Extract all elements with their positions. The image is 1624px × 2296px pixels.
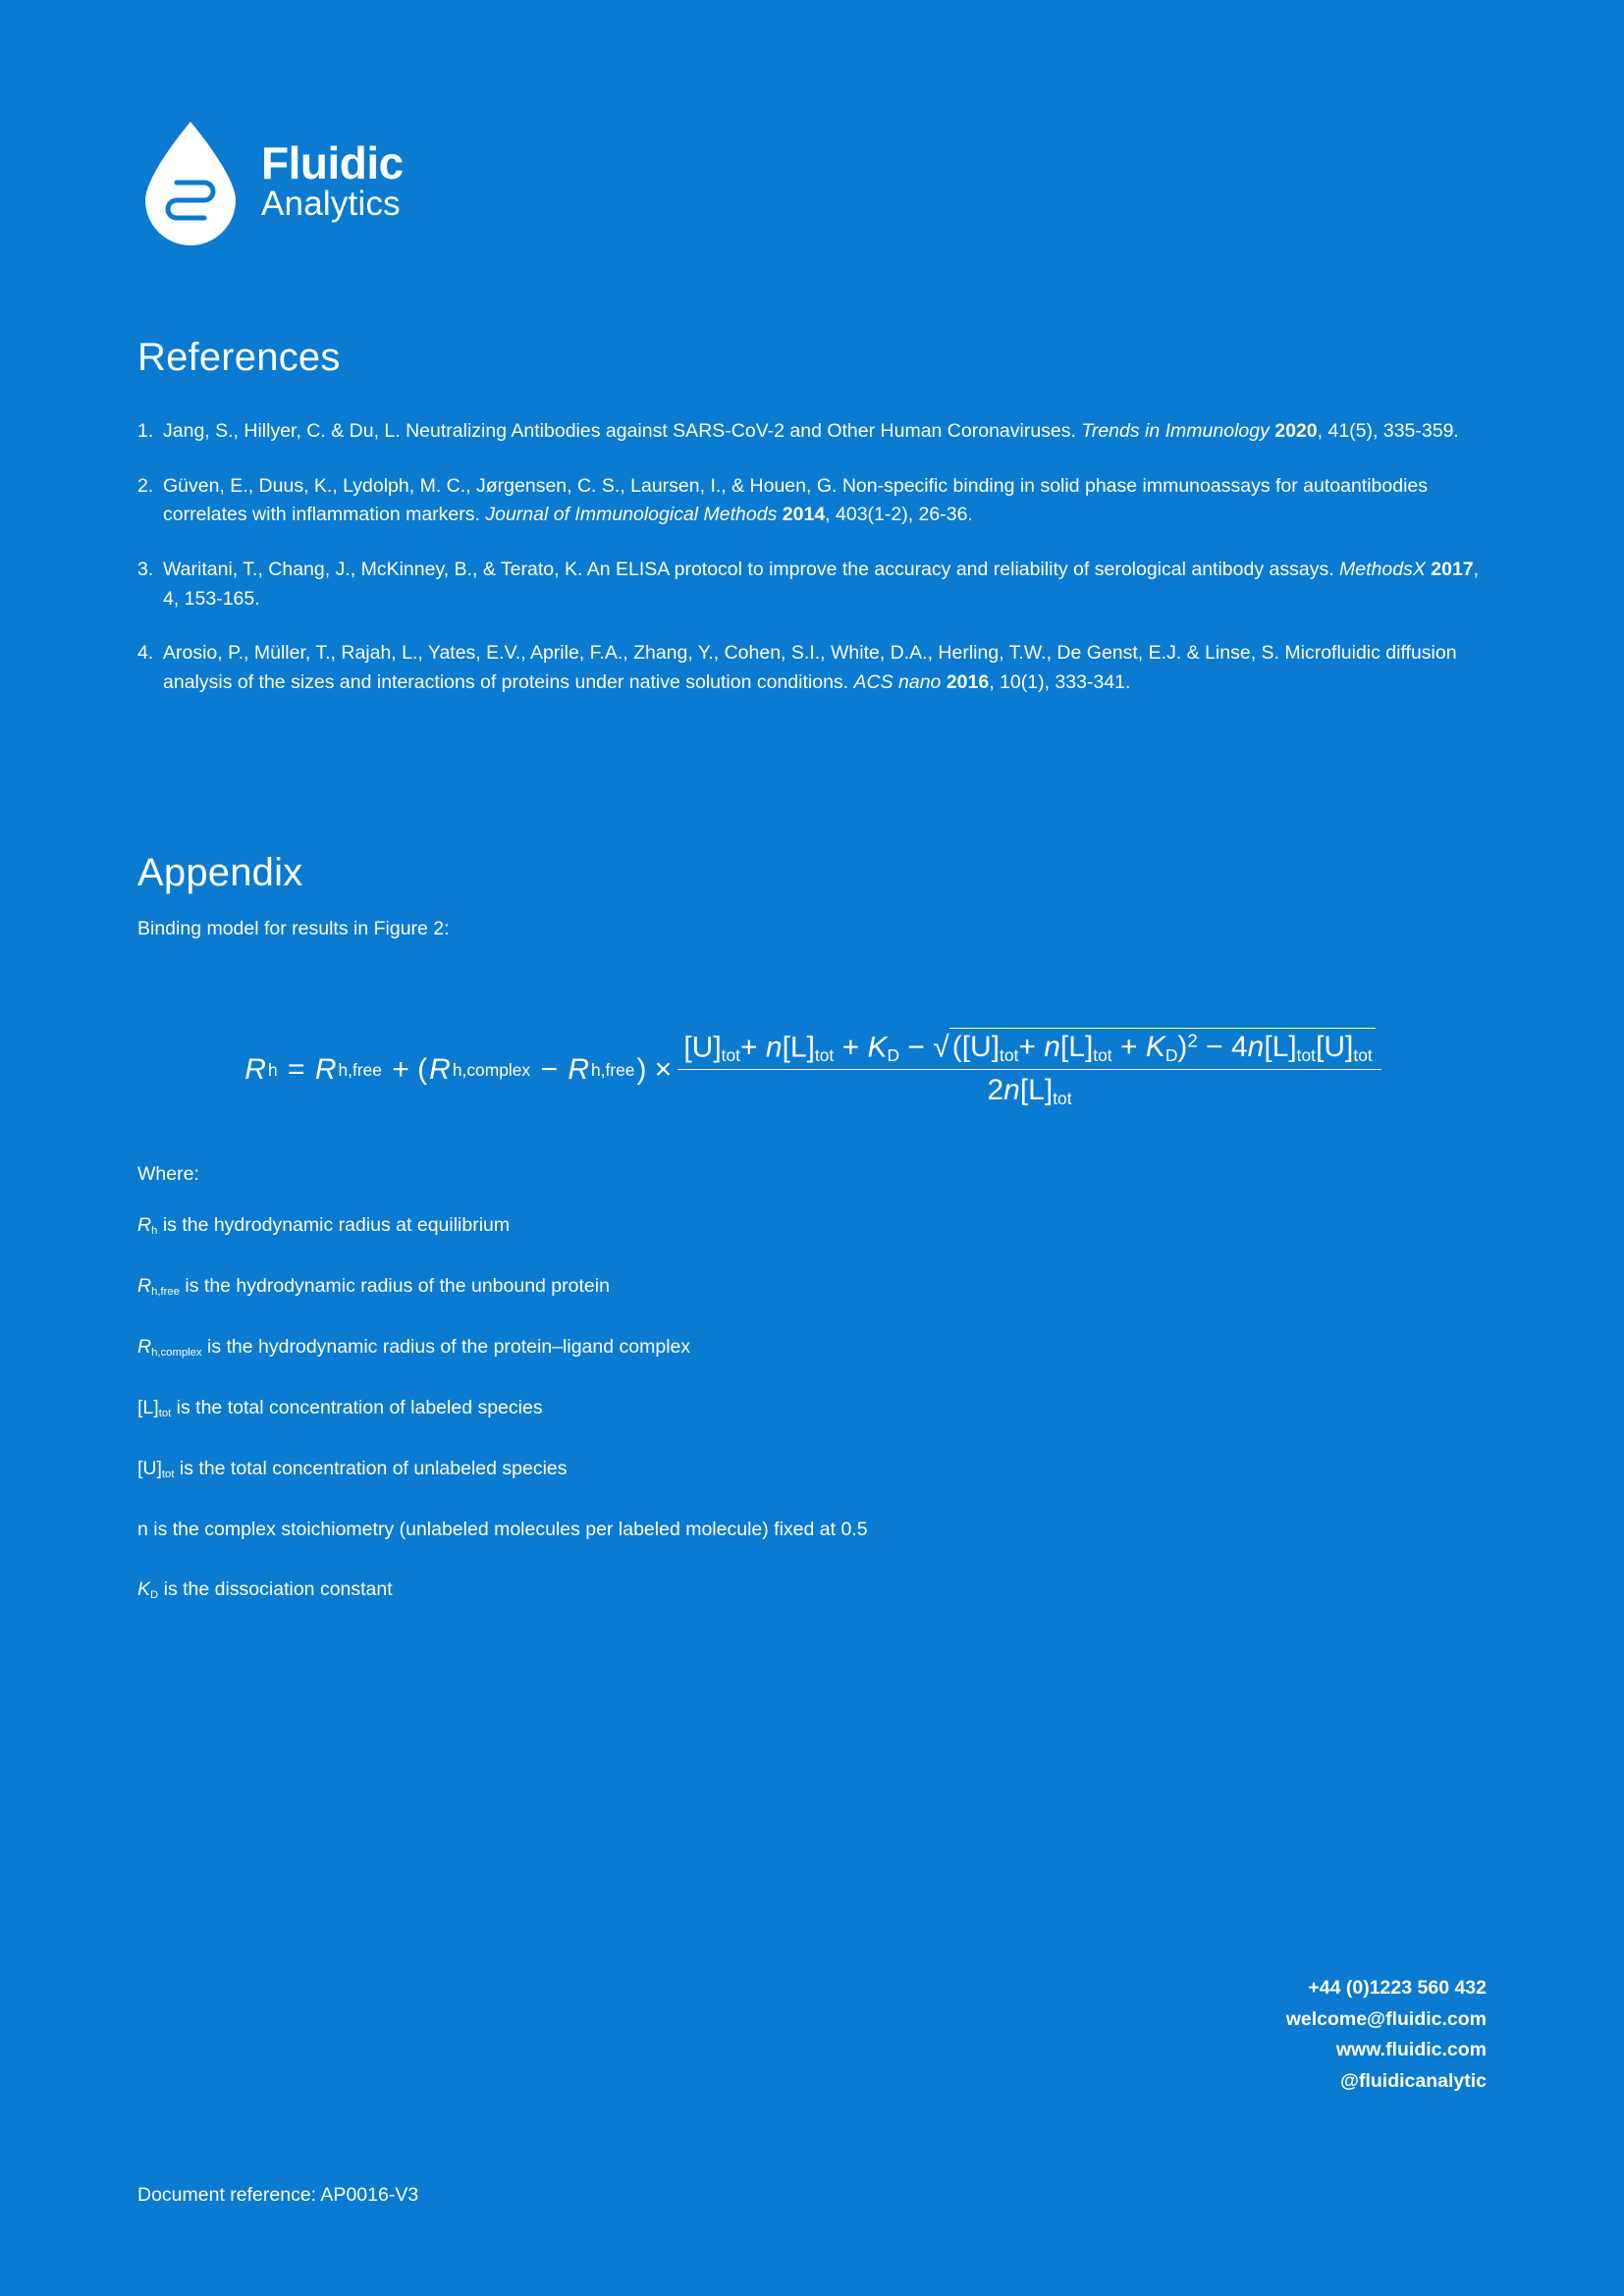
definition-rh-free: $R_{h,free}$ is the hydrodynamic radius of the unbound protein [137, 1274, 610, 1299]
reference-text: Waritani, T., Chang, J., McKinney, B., & Terato, K. An ELISA protocol to improve the accuracy and reliability of serological antibody assays. MethodsX 2017, 4, 153-165. [163, 558, 1480, 610]
definition-l-tot: $[L]_{tot}$ is the total concentration of labeled species [137, 1396, 543, 1420]
reference-number: 3. [137, 558, 154, 580]
brand-wordmark [261, 136, 404, 226]
document-reference: Document reference: AP0016-V3 [137, 2184, 419, 2206]
definition-rh: $R_h$ is the hydrodynamic radius at equilibrium [137, 1214, 511, 1238]
definition-text: is the hydrodynamic radius at equilibrium [162, 1214, 511, 1236]
appendix-subtitle: Binding model for results in Figure 2: [137, 918, 450, 939]
reference-number: 4. [137, 642, 154, 665]
water-drop-logo-icon [137, 118, 244, 247]
binding-model-equation: R h = R h,free + ( R h,complex − R h,free ) × $[U]_{tot}+ n[L]_{tot} + K_D$ − √ $([U]_{tot}+ n[L]_{tot} + K_D)^2 - 4n[L]_{tot}[U]_{tot}$ $2n[L]_{tot}$ [137, 1031, 1492, 1109]
definition-n [137, 1517, 1414, 1543]
contact-block [1286, 1973, 1487, 2097]
reference-text: Arosio, P., Müller, T., Rajah, L., Yates, E.V., Aprile, F.A., Zhang, Y., Cohen, S.I., White, D.A., Herling, T.W., De Genst, E.J. & Linse, S. Microfluidic diffusion analysis of the sizes and interactions of proteins under native solution conditions. ACS nano 2016, 10(1), 333-341. [163, 642, 1457, 693]
reference-text: Güven, E., Duus, K., Lydolph, M. C., Jørgensen, C. S., Laursen, I., & Houen, G. Non-specific binding in solid phase immunoassays for autoantibodies correlates with inflammation markers. Journal of Immunological Methods 2014, 403(1-2), 26-36. [163, 474, 1429, 526]
definition-rh-complex: $R_{h,complex}$ is the hydrodynamic radius of the protein–ligand complex [137, 1335, 691, 1360]
reference-number: 2. [137, 474, 154, 497]
definitions-list [137, 1212, 1414, 1637]
definition-text: is the hydrodynamic radius of the protein–ligand complex [207, 1335, 691, 1358]
contact-phone: +44 (0)1223 560 432 [1308, 1977, 1487, 1999]
references-heading: References [137, 336, 341, 379]
reference-item [137, 639, 1492, 697]
contact-website[interactable]: www.fluidic.com [1335, 2039, 1487, 2061]
where-label: Where: [137, 1163, 199, 1185]
contact-email[interactable]: welcome@fluidic.com [1285, 2007, 1487, 2030]
reference-item [137, 556, 1492, 614]
definition-text: is the total concentration of unlabeled species [179, 1457, 568, 1479]
definition-text: is the total concentration of labeled species [176, 1396, 543, 1418]
reference-text: Jang, S., Hillyer, C. & Du, L. Neutralizing Antibodies against SARS-CoV-2 and Other Human Coronaviruses. Trends in Immunology 2020, 41(5), 335-359. [163, 420, 1459, 442]
contact-social[interactable]: @fluidicanalytic [1339, 2069, 1487, 2092]
brand-name-line2: Analytics [261, 184, 401, 223]
definition-text: is the dissociation constant [163, 1578, 393, 1601]
brand-logo [137, 118, 404, 247]
references-list [137, 417, 1492, 722]
appendix-heading: Appendix [137, 851, 303, 894]
definition-kd: $K_D$ is the dissociation constant [137, 1578, 393, 1602]
reference-number: 1. [137, 420, 154, 442]
definition-text: is the hydrodynamic radius of the unbound protein [185, 1274, 610, 1297]
definition-u-tot: $[U]_{tot}$ is the total concentration of unlabeled species [137, 1457, 568, 1481]
brand-name-line1: Fluidic [261, 136, 404, 188]
reference-item [137, 417, 1492, 447]
definition-text: n is the complex stoichiometry (unlabeled molecules per labeled molecule) fixed at 0.5 [137, 1518, 868, 1540]
reference-item [137, 472, 1492, 530]
